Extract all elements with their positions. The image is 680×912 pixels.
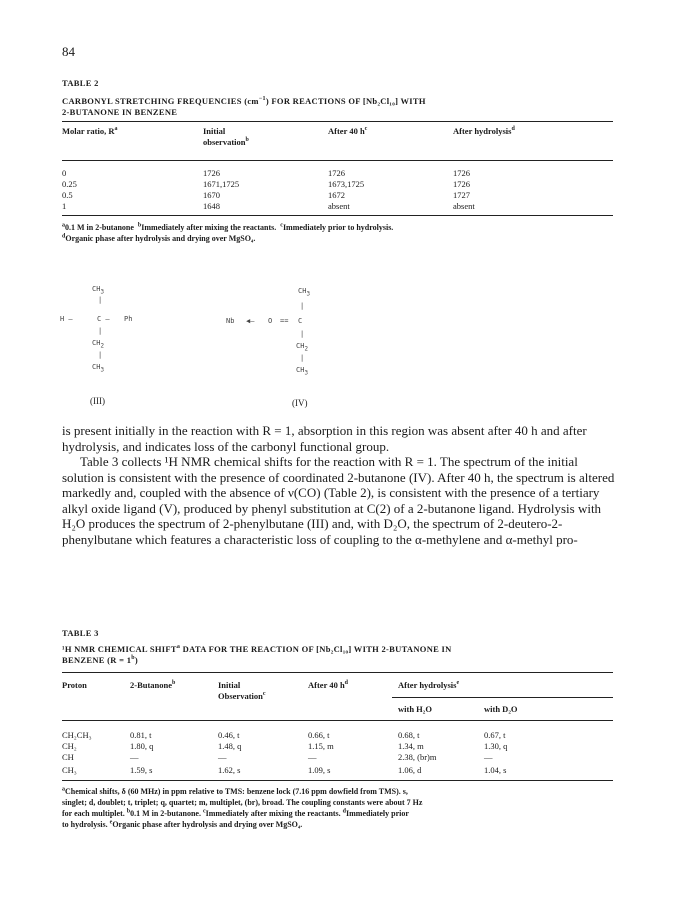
- table2-cell: 0: [62, 168, 67, 178]
- table3-cell: 0.68, t: [398, 730, 420, 740]
- iii-c-atom: C —: [97, 315, 110, 323]
- table3-cell: 1.30, q: [484, 741, 508, 751]
- table3-cell: 1.04, s: [484, 765, 507, 775]
- table3-cell: 1.48, q: [218, 741, 242, 751]
- iii-h-atom: H —: [60, 315, 73, 323]
- table3-header-after-40h: After 40 $h^d$: [308, 680, 349, 690]
- table3-header-proton: Proton: [62, 680, 87, 690]
- iv-c-atom: C: [298, 317, 303, 325]
- iv-nb-atom: Nb: [226, 317, 235, 325]
- iv-ch3-top: $CH_3$: [298, 287, 310, 298]
- iv-bond: |: [300, 302, 305, 310]
- table2-footnotes-line1: $^a$0.1 M in 2-butanone $^b$Immediately after mixing the reactants. $^c$Immediately prior to hydrolysis.: [62, 222, 394, 232]
- table2-title-line2: 2-BUTANONE IN BENZENE: [62, 107, 178, 117]
- table2-title: [62, 96, 426, 118]
- iv-arrow: ◀—: [246, 317, 255, 325]
- table3-header-with-h2o: with H₂O: [398, 704, 432, 714]
- table3-cell: 0.66, t: [308, 730, 330, 740]
- table2-header-after-hydrolysis: After hydrolysis$^d$: [453, 126, 515, 136]
- table2-title-part2: ) FOR REACTIONS OF [Nb₂Cl₁₀] WITH: [265, 96, 426, 106]
- iv-ch2: $CH_2$: [296, 342, 308, 353]
- table2-cell: absent: [328, 201, 350, 211]
- body-paragraph-1: is present initially in the reaction with R = 1, absorption in this region was absent after 40 h and after hydrolysis, and indicates loss of the carbonyl functional group.: [62, 423, 587, 454]
- table3-footnote-line2: singlet; d, doublet; t, triplet; q, quartet; m, multiplet, (br), broad. The coupling constants were about 7 Hz: [62, 798, 423, 807]
- table2-header-rule: [62, 160, 613, 161]
- structure-iv-label: (IV): [292, 398, 308, 408]
- table3-header-after-hydrolysis: After hydrolysis$^e$: [398, 680, 460, 690]
- iv-double-bond: ==: [280, 317, 289, 325]
- table2-title-sup: −1: [258, 96, 266, 103]
- table3-header-rule: [62, 720, 613, 721]
- iii-bond: |: [98, 296, 103, 304]
- iii-ph-group: Ph: [124, 315, 133, 323]
- table2-label: TABLE 2: [62, 78, 99, 88]
- table2-header-after-40h: After 40 $h^c$: [328, 126, 368, 136]
- body-text: [62, 423, 622, 547]
- table3-cell: CH₂CH₃: [62, 730, 92, 740]
- iv-o-atom: O: [268, 317, 273, 325]
- table3-title: ¹H NMR CHEMICAL SHIFT$^a$ DATA FOR THE REACTION OF [Nb₂Cl₁₀] WITH 2-BUTANONE IN BENZENE $(R = 1^b)$: [62, 644, 452, 665]
- table2-cell: 1672: [328, 190, 345, 200]
- table3-cell: CH: [62, 752, 74, 762]
- iii-ch3-top: $CH_3$: [92, 285, 104, 296]
- table3-footnote-line3: for each multiplet. $^b$0.1 M in 2-butanone. $^c$Immediately after mixing the reactants. $^d$Immediately prior: [62, 808, 409, 818]
- table3-cell: —: [130, 752, 139, 762]
- iii-bond: |: [98, 327, 103, 335]
- table2-cell: 1727: [453, 190, 470, 200]
- table3-footnote-line1: $^a$Chemical shifts, δ (60 MHz) in ppm relative to TMS: benzene lock (7.16 ppm dowfield from TMS). s,: [62, 786, 408, 796]
- table2-cell: 1726: [453, 168, 470, 178]
- table3-cell: —: [484, 752, 493, 762]
- table2-cell: 1671,1725: [203, 179, 240, 189]
- iv-ch3-bottom: $CH_3$: [296, 366, 308, 377]
- iii-ch2: $CH_2$: [92, 339, 104, 350]
- table2-cell: 1726: [203, 168, 220, 178]
- table2-top-rule: [62, 121, 613, 122]
- table3-cell: 1.80, q: [130, 741, 154, 751]
- table3-cell: 0.67, t: [484, 730, 506, 740]
- table3-cell: 1.62, s: [218, 765, 241, 775]
- table3-cell: 2.38, (br)m: [398, 752, 437, 762]
- table3-cell: 1.06, d: [398, 765, 422, 775]
- table3-cell: 1.59, s: [130, 765, 153, 775]
- table2-header-molar-ratio: Molar ratio, $R^a$: [62, 126, 118, 136]
- table2-header-initial: Initial observation$^b$: [203, 126, 249, 147]
- structure-iii-label: (III): [90, 396, 105, 406]
- table2-cell: 1670: [203, 190, 220, 200]
- body-paragraph-2: Table 3 collects ¹H NMR chemical shifts for the reaction with R = 1. The spectrum of the initial solution is consistent with the presence of coordinated 2-butanone (IV). After 40 h, the spectrum is altered markedly and, coupled with the absence of ν(CO) (Table 2), is consistent with the presence of a tertiary alkyl oxide ligand (V), produced by phenyl substitution at C(2) of a 2-butanone ligand. Hydrolysis with H₂O produces the spectrum of 2-phenylbutane (III) and, with D₂O, the spectrum of 2-deutero-2-phenylbutane which features a characteristic loss of coupling to the α-methylene and α-methyl pro-: [62, 454, 615, 547]
- page-number: 84: [62, 44, 75, 59]
- table2-cell: 0.25: [62, 179, 77, 189]
- table3-cell: 0.81, t: [130, 730, 152, 740]
- table2-cell: 1673,1725: [328, 179, 365, 189]
- table3-cell: 1.09, s: [308, 765, 331, 775]
- table2-cell: 1648: [203, 201, 220, 211]
- table3-top-rule: [62, 672, 613, 673]
- iv-bond: |: [300, 354, 305, 362]
- table2-cell: 1726: [328, 168, 345, 178]
- table3-subheader-rule: [392, 697, 613, 698]
- table2-cell: absent: [453, 201, 475, 211]
- iv-bond: |: [300, 330, 305, 338]
- table3-cell: —: [308, 752, 317, 762]
- iii-ch3-bottom: $CH_3$: [92, 363, 104, 374]
- table2-bottom-rule: [62, 215, 613, 216]
- table3-header-butanone: 2-Butanone$^b$: [130, 680, 176, 690]
- table3-bottom-rule: [62, 780, 613, 781]
- table3-cell: 0.46, t: [218, 730, 240, 740]
- table3-label: TABLE 3: [62, 628, 99, 638]
- table2-cell: 1726: [453, 179, 470, 189]
- table3-header-initial: Initial Observation$^c$: [218, 680, 266, 701]
- table3-cell: CH₃: [62, 765, 77, 775]
- table2-title-part1: CARBONYL STRETCHING FREQUENCIES (cm: [62, 96, 259, 106]
- table3-cell: CH₂: [62, 741, 77, 751]
- iii-bond: |: [98, 351, 103, 359]
- table2-cell: 1: [62, 201, 67, 211]
- table3-cell: 1.15, m: [308, 741, 334, 751]
- table2-cell: 0.5: [62, 190, 73, 200]
- table3-cell: 1.34, m: [398, 741, 424, 751]
- table3-footnote-line4: to hydrolysis. $^e$Organic phase after hydrolysis and drying over MgSO₄.: [62, 819, 303, 829]
- table2-footnotes-line2: $^d$Organic phase after hydrolysis and drying over MgSO₄.: [62, 233, 256, 243]
- table3-cell: —: [218, 752, 227, 762]
- table3-header-with-d2o: with D₂O: [484, 704, 518, 714]
